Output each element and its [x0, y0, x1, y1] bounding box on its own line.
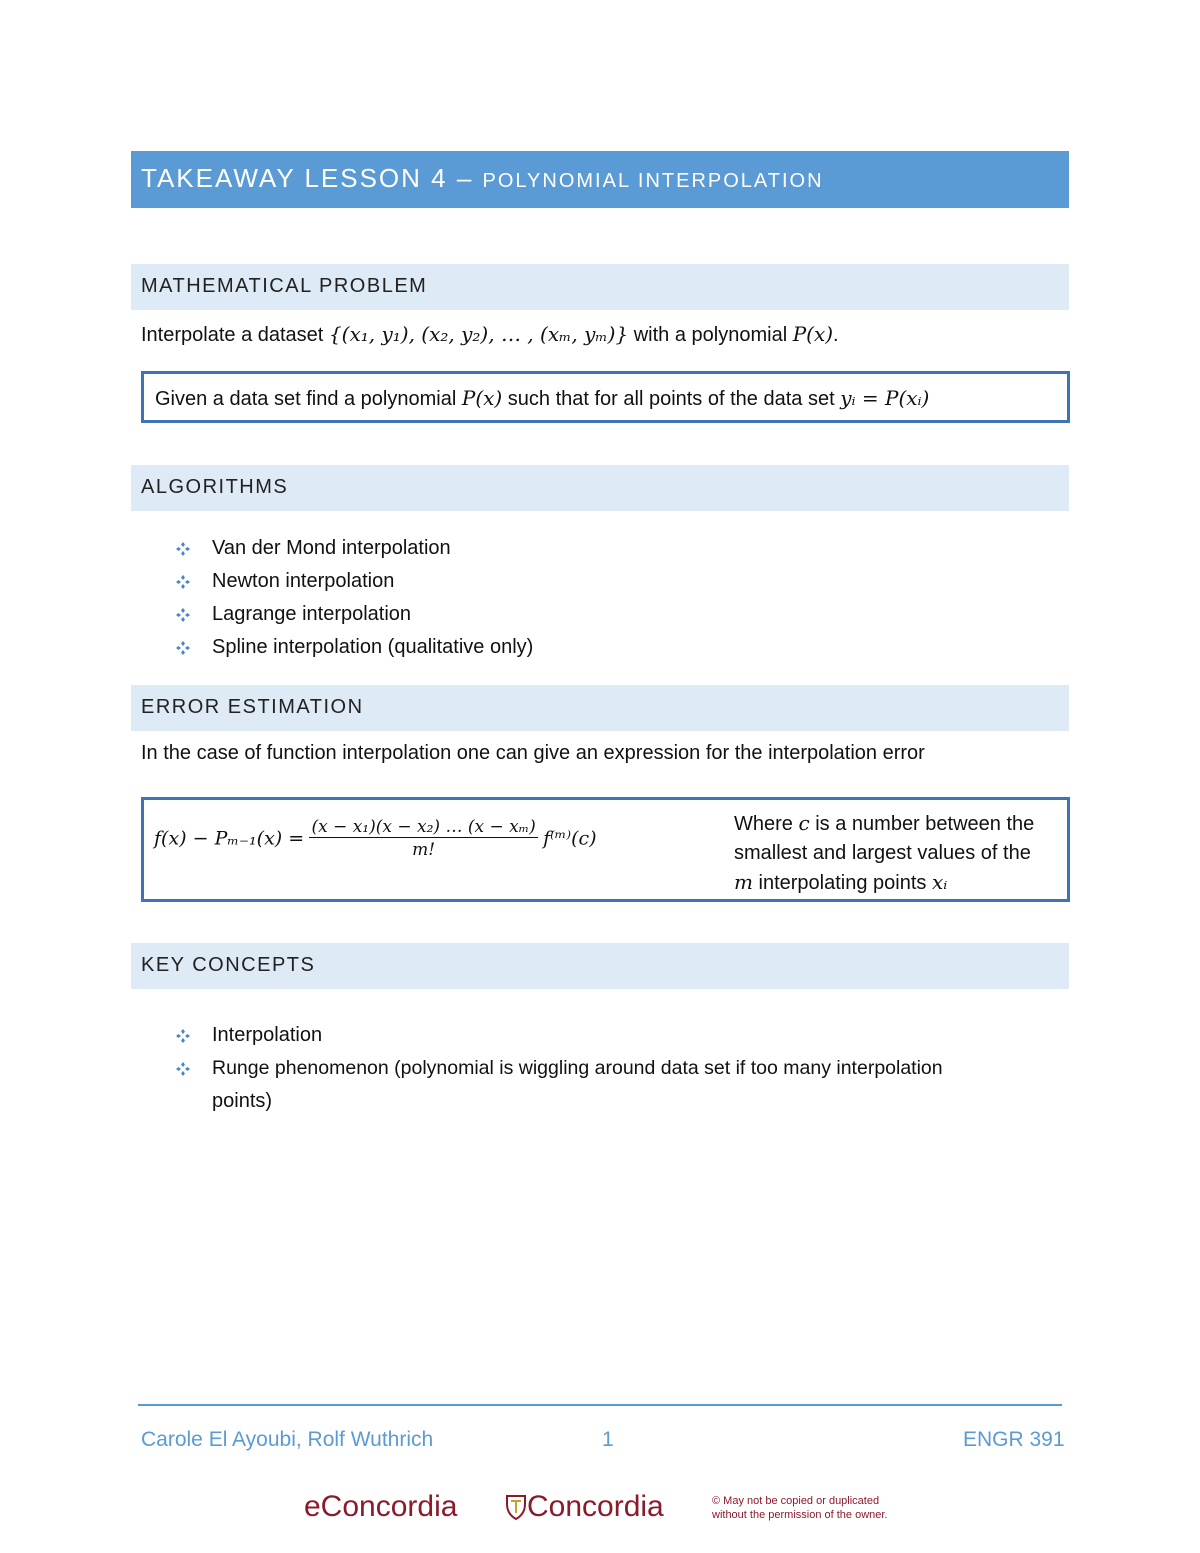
footer-page-number: 1: [602, 1428, 614, 1451]
econcordia-logo: eConcordia: [304, 1490, 458, 1523]
list-item: Runge phenomenon (polynomial is wiggling around data set if too many interpolation points): [175, 1052, 1059, 1118]
diamond-bullet-icon: [175, 574, 191, 590]
copyright-notice: © May not be copied or duplicated without the permission of the owner.: [712, 1495, 888, 1521]
diamond-bullet-icon: [175, 1061, 191, 1077]
problem-box-text: Given a data set find a polynomial P(x) such that for all points of the data set yᵢ = P(xᵢ): [155, 386, 930, 410]
error-fraction: $\frac{\text{(x − x₁)(x − x₂) … (x − xₘ)}}{m!}$: [311, 817, 536, 860]
title-bar: [131, 151, 1069, 208]
section-header-concepts: KEY CONCEPTS: [131, 943, 1069, 989]
concordia-logo: Concordia: [505, 1490, 664, 1524]
footer-authors: Carole El Ayoubi, Rolf Wuthrich: [141, 1428, 434, 1451]
section-header-error: ERROR ESTIMATION: [131, 685, 1069, 731]
diamond-bullet-icon: [175, 1028, 191, 1044]
concept-list: [175, 1019, 1059, 1118]
list-item: Newton interpolation: [175, 565, 533, 598]
footer-divider: [138, 1404, 1062, 1406]
error-formula: f(x) − Pₘ₋₁(x) = $\frac{\text{(x − x₁)(x − x₂) … (x − xₘ)}}{m!}$ f⁽ᵐ⁾(c): [154, 817, 597, 860]
error-intro: In the case of function interpolation one can give an expression for the interpolation error: [141, 742, 925, 764]
problem-statement: Interpolate a dataset {(x₁, y₁), (x₂, y₂), … , (xₘ, yₘ)} with a polynomial P(x).: [141, 322, 839, 346]
page-title: TAKEAWAY LESSON 4 – POLYNOMIAL INTERPOLATION: [141, 163, 824, 193]
error-formula-box: [141, 797, 1070, 902]
list-item: Spline interpolation (qualitative only): [175, 631, 533, 664]
list-item: Lagrange interpolation: [175, 598, 533, 631]
concordia-crest-icon: [505, 1494, 527, 1520]
error-note: Where c is a number between the smallest and largest values of the m interpolating points xᵢ: [734, 811, 1035, 894]
section-header-algorithms: ALGORITHMS: [131, 465, 1069, 511]
diamond-bullet-icon: [175, 640, 191, 656]
diamond-bullet-icon: [175, 607, 191, 623]
list-item: Interpolation: [175, 1019, 1059, 1052]
list-item: Van der Mond interpolation: [175, 532, 533, 565]
diamond-bullet-icon: [175, 541, 191, 557]
section-header-problem: MATHEMATICAL PROBLEM: [131, 264, 1069, 310]
algorithm-list: [175, 532, 533, 664]
problem-box: [141, 371, 1070, 423]
footer-course: ENGR 391: [963, 1428, 1065, 1451]
page-title-sub: POLYNOMIAL INTERPOLATION: [482, 170, 824, 192]
